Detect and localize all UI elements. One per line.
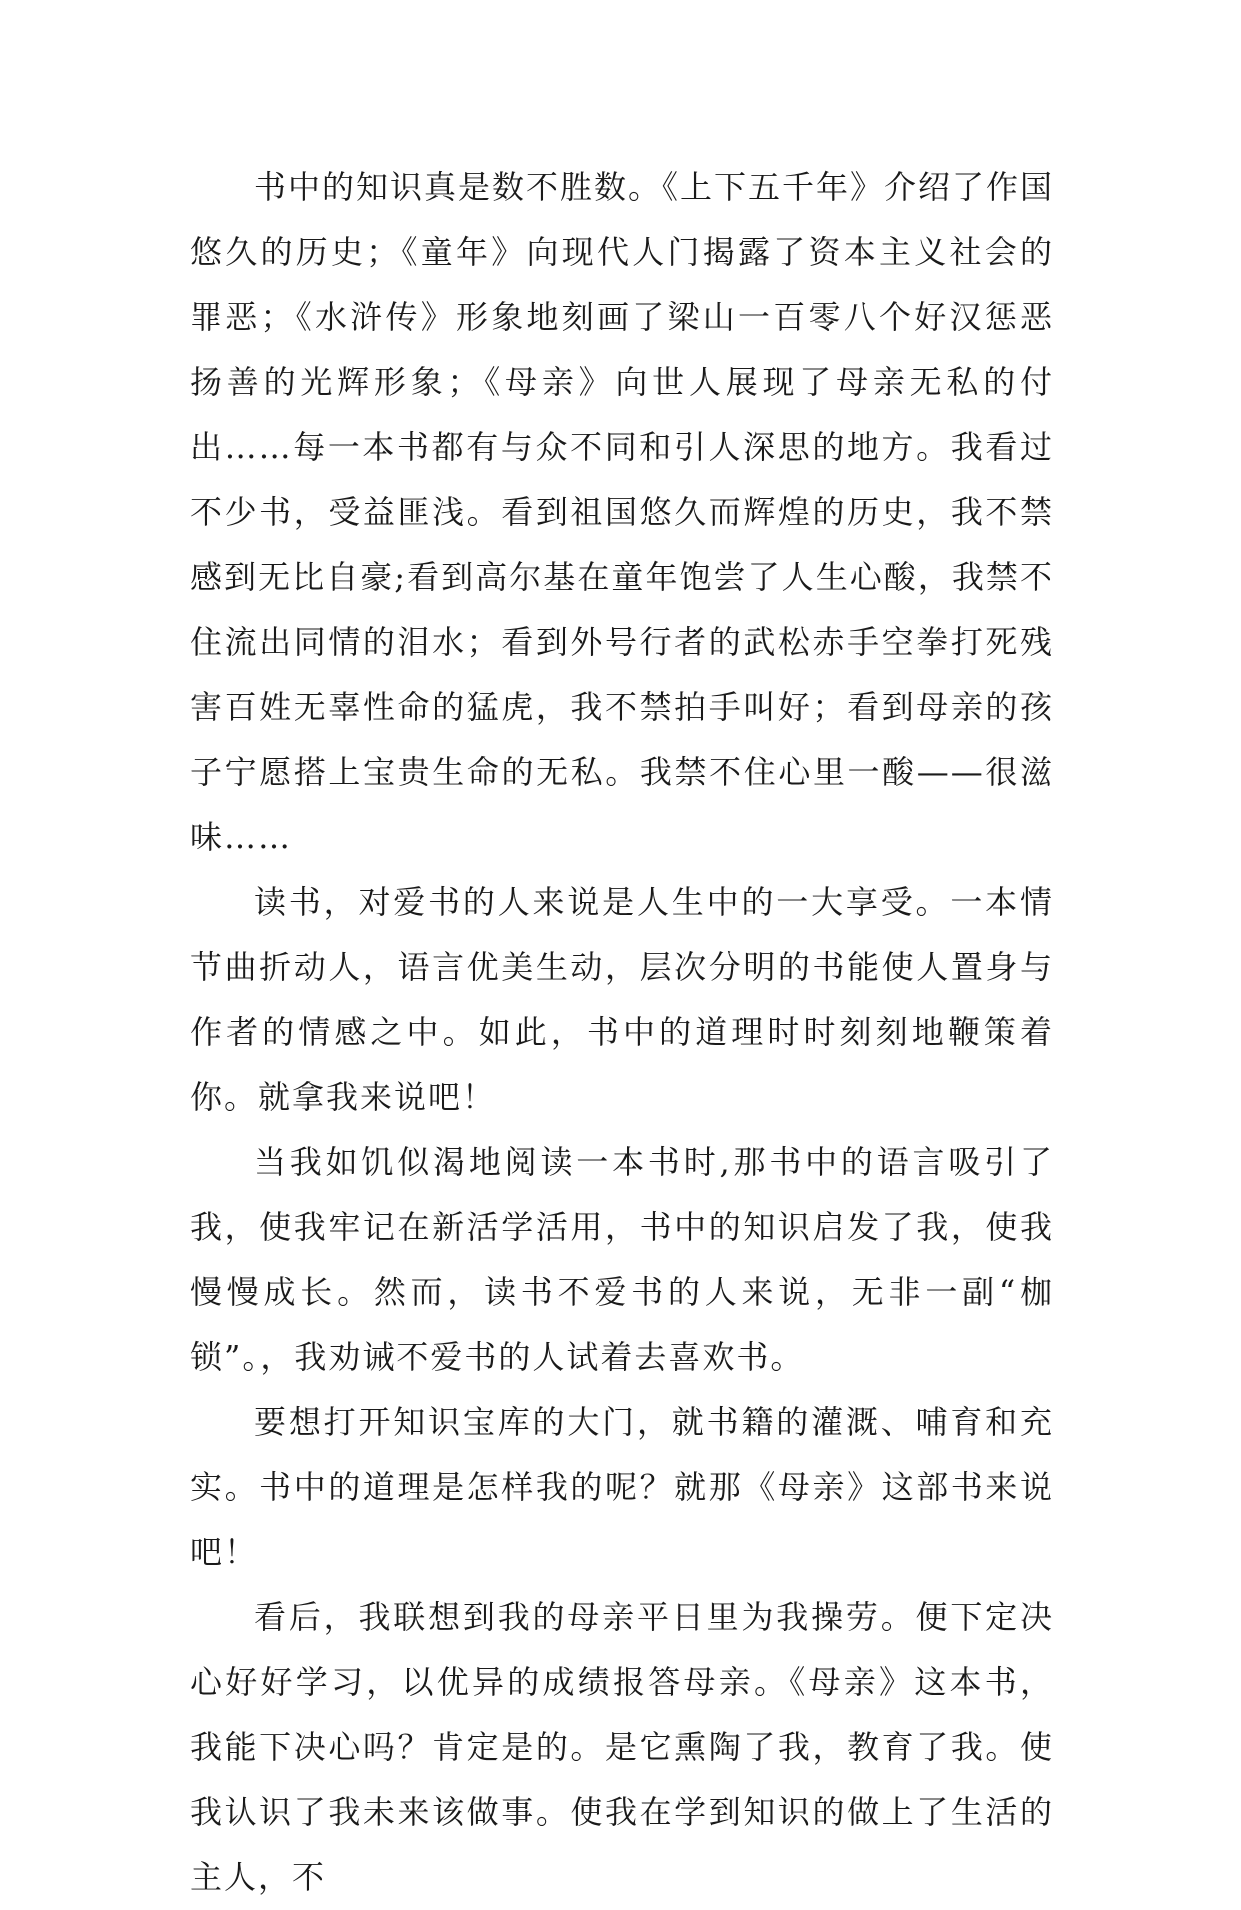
paragraph-4: 要想打开知识宝库的大门，就书籍的灌溉、哺育和充实。书中的道理是怎样我的呢？就那《母亲》这部书来说吧！ (190, 1403, 1054, 1571)
essay-body (190, 155, 1054, 1910)
paragraph-5: 看后，我联想到我的母亲平日里为我操劳。便下定决心好好学习，以优异的成绩报答母亲。《母亲》这本书，我能下决心吗？肯定是的。是它熏陶了我，教育了我。使我认识了我未来该做事。使我在学到知识的做上了生活的主人，不 (190, 1598, 1054, 1896)
paragraph-2: 读书，对爱书的人来说是人生中的一大享受。一本情节曲折动人，语言优美生动，层次分明的书能使人置身与作者的情感之中。如此，书中的道理时时刻刻地鞭策着你。就拿我来说吧！ (190, 883, 1054, 1116)
paragraph-3: 当我如饥似渴地阅读一本书时,那书中的语言吸引了我，使我牢记在新活学活用，书中的知识启发了我，使我慢慢成长。然而，读书不爱书的人来说，无非一副“枷锁”。，我劝诫不爱书的人试着去喜欢书。 (190, 1143, 1054, 1376)
paragraph-1: 书中的知识真是数不胜数。《上下五千年》介绍了作国悠久的历史；《童年》向现代人门揭露了资本主义社会的罪恶；《水浒传》形象地刻画了梁山一百零八个好汉惩恶扬善的光辉形象；《母亲》向世人展现了母亲无私的付出……每一本书都有与众不同和引人深思的地方。我看过不少书，受益匪浅。看到祖国悠久而辉煌的历史，我不禁感到无比自豪;看到高尔基在童年饱尝了人生心酸，我禁不住流出同情的泪水；看到外号行者的武松赤手空拳打死残害百姓无辜性命的猛虎，我不禁拍手叫好；看到母亲的孩子宁愿搭上宝贵生命的无私。我禁不住心里一酸——很滋味…… (190, 168, 1055, 856)
